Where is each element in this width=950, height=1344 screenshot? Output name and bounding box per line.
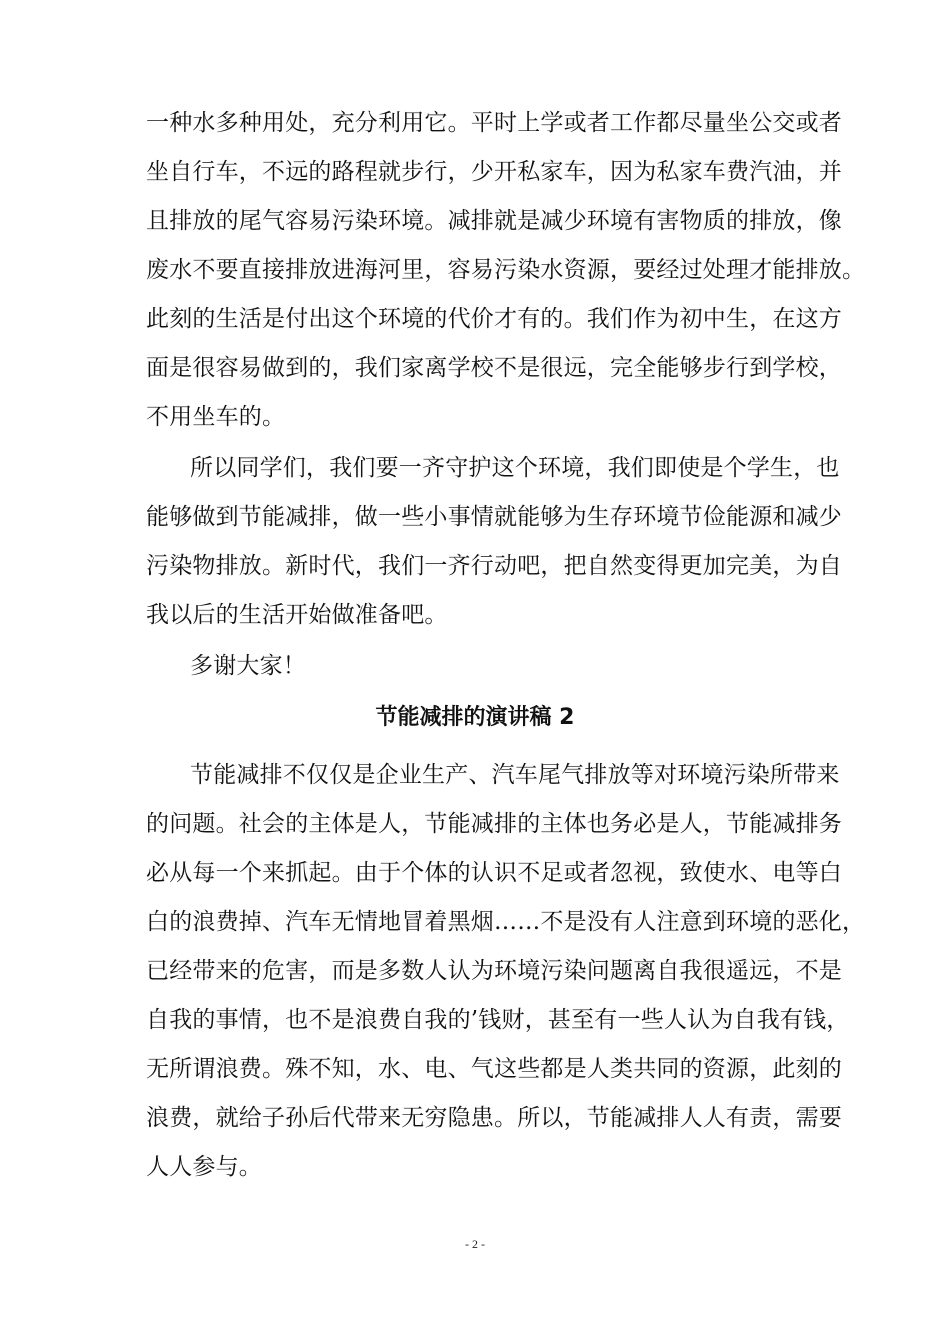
text-line: 坐自行车，不远的路程就步行，少开私家车，因为私家车费汽油，并	[146, 159, 842, 185]
text-line: 必从每一个来抓起。由于个体的认识不足或者忽视，致使水、电等白	[146, 860, 842, 886]
text-line: 面是很容易做到的，我们家离学校不是很远，完全能够步行到学校，	[146, 355, 842, 381]
text-line: 不用坐车的。	[146, 404, 286, 430]
text-line: 且排放的尾气容易污染环境。减排就是减少环境有害物质的排放，像	[146, 208, 842, 234]
text-line: 废水不要直接排放进海河里，容易污染水资源，要经过处理才能排放。	[146, 257, 866, 283]
text-line: 此刻的生活是付出这个环境的代价才有的。我们作为初中生，在这方	[146, 306, 842, 332]
text-line: 人人参与。	[146, 1154, 262, 1180]
text-line: 一种水多种用处，充分利用它。平时上学或者工作都尽量坐公交或者	[146, 110, 842, 136]
text-line: 已经带来的危害，而是多数人认为环境污染问题离自我很遥远，不是	[146, 958, 842, 984]
text-line: 白的浪费掉、汽车无情地冒着黑烟……不是没有人注意到环境的恶化，	[146, 909, 866, 935]
text-line: 的问题。社会的主体是人，节能减排的主体也务必是人，节能减排务	[146, 811, 842, 837]
page-number: - 2 -	[465, 1237, 485, 1251]
text-line: 浪费，就给子孙后代带来无穷隐患。所以，节能减排人人有责，需要	[146, 1105, 842, 1131]
text-line: 污染物排放。新时代，我们一齐行动吧，把自然变得更加完美，为自	[146, 553, 842, 579]
text-line: 多谢大家！	[190, 653, 306, 679]
text-line: 能够做到节能减排，做一些小事情就能够为生存环境节俭能源和减少	[146, 504, 842, 530]
text-line: 我以后的生活开始做准备吧。	[146, 602, 448, 628]
text-line: 节能减排不仅仅是企业生产、汽车尾气排放等对环境污染所带来	[190, 762, 840, 788]
text-line: 所以同学们，我们要一齐守护这个环境，我们即使是个学生，也	[190, 455, 840, 481]
text-line: 无所谓浪费。殊不知，水、电、气这些都是人类共同的资源，此刻的	[146, 1056, 842, 1082]
section-heading: 节能减排的演讲稿 2	[375, 705, 575, 730]
text-line: 自我的事情，也不是浪费自我的’钱财，甚至有一些人认为自我有钱，	[146, 1007, 850, 1033]
